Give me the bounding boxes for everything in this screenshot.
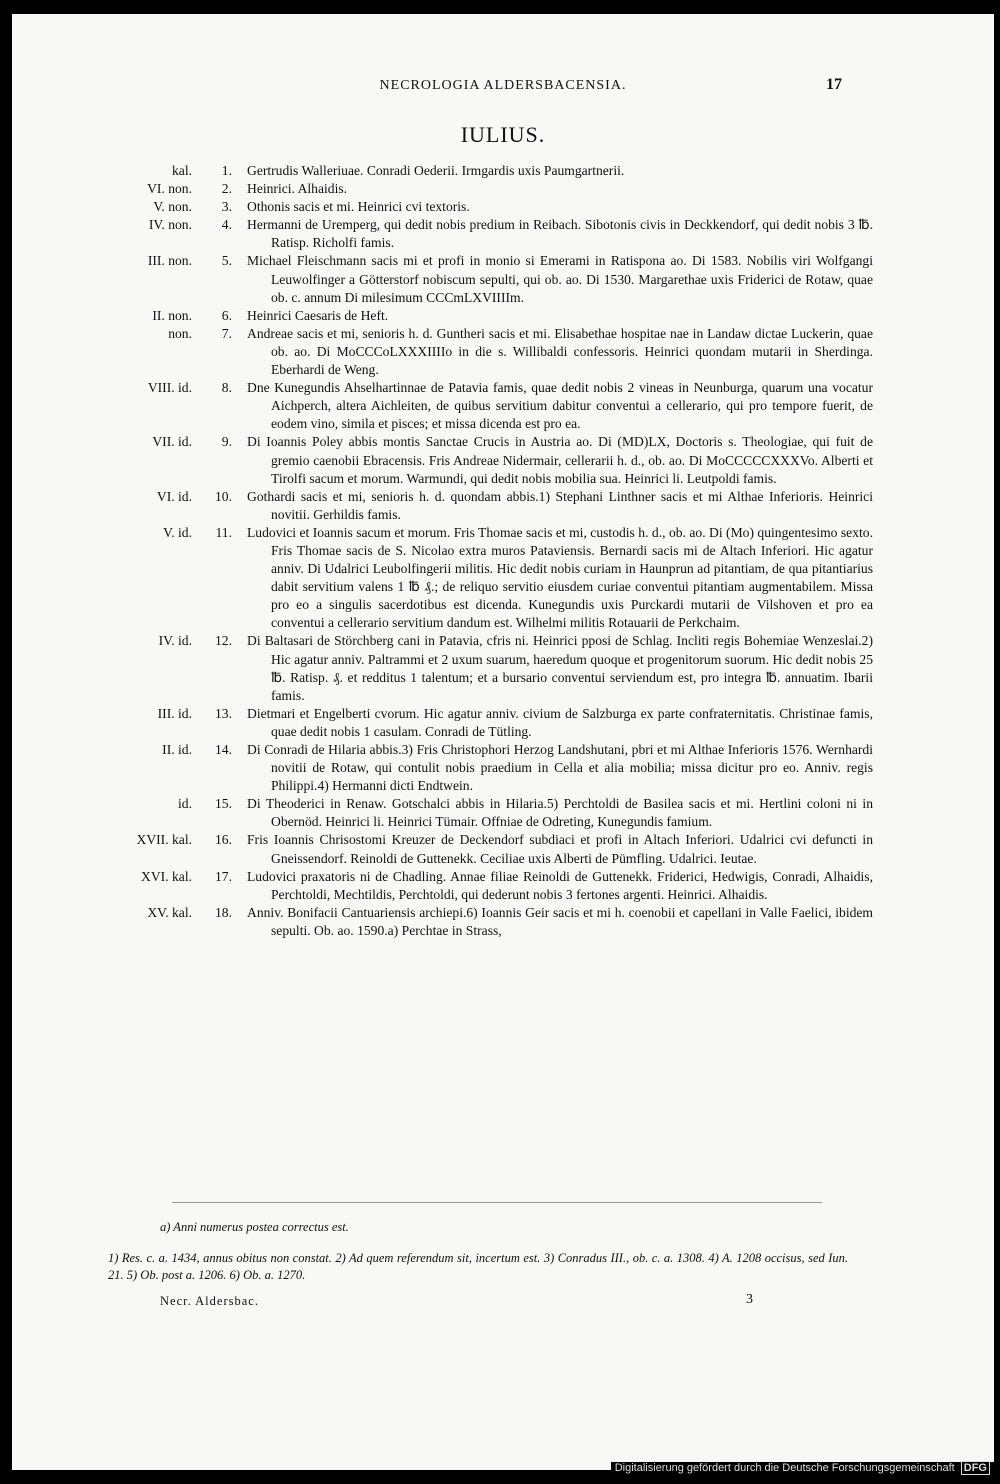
entry-text: Di Theoderici in Renaw. Gotschalci abbis in Hilaria.5) Perchtoldi de Basilea sacis et mi. Hertlini coloni ni in Obernöd. Heinrici li. Heinrici Tümair. Offniae de Odreting, Kunegundis famium. (247, 796, 873, 830)
entry-number: 1. (221, 163, 232, 178)
entry-text: Di Conradi de Hilaria abbis.3) Fris Christophori Herzog Landshutani, pbri et mi Althae Inferioris 1576. Wernhardi novitii de Rotaw, qui contulit nobis praedium in Cella et alia mobilia; missa dicitur pro eo. Anniv. regis Philippi.4) Hermanni dicti Endtwein. (247, 742, 873, 794)
entry-text: Ludovici et Ioannis sacum et morum. Fris Thomae sacis et mi, custodis h. d., ob. ao. Di (Mo) quingentesimo sexto. Fris Thomae sacis de S. Nicolao extra muros Pataviensis. Bernardi sacis mi de Altach Inferiori. Hic agatur anniv. Di Udalrici Leubolfingerii militis. Hic dedit nobis curiam in Haunprun ad pitantiam, de qua pitantiarius dabit servitium valens 1 ℔ ₰.; de reliquo servitio eiusdem curiae conventui pitantiam augmentabilem. Missa pro eo a singulis sacerdotibus est dicenda. Kunegundis uxis Purckardi mutarii de Vilshoven et pro ea conventui a cellerario servitium dandum est. Wilhelmi militis Rotauarii de Perkchaim. (247, 524, 873, 631)
entry-number: 13. (215, 705, 232, 721)
necrology-entry (12, 488, 994, 524)
entry-text: Di Baltasari de Störchberg cani in Patavia, cfris ni. Heinrici pposi de Schlag. Incliti regis Bohemiae Wenzeslai.2) Hic agatur anniv. Paltrammi et 2 uxum suarum, haeredum quoque et progenitorum suorum. Hic dedit nobis 25 ℔. Ratisp. ₰. et redditus 1 talentum; et a bursario conventui serviendum est, pro integra ℔. annuatim. Ibarii famis. (247, 633, 873, 703)
entry-number: 2. (221, 181, 232, 197)
entry-date: III. id. (157, 705, 192, 721)
entry-date: IV. non. (148, 217, 192, 233)
entry-date: VI. non. (147, 181, 192, 197)
necrology-entry (12, 831, 994, 867)
entry-number: 4. (221, 217, 232, 233)
entry-number: 17. (215, 868, 232, 884)
page (12, 14, 994, 1470)
entry-text: Fris Ioannis Chrisostomi Kreuzer de Deckendorf subdiaci et profi in Altach Inferiori. Udalrici cvi defuncti in Gneissendorf. Reinoldi de Guttenekk. Ceciliae uxis Alberti de Pümfling. Udalrici. Ieutae. (247, 832, 873, 866)
entry-number: 15. (215, 796, 232, 812)
signature-mark: Necr. Aldersbac. (160, 1294, 259, 1308)
necrology-entry (12, 795, 994, 831)
entry-text: Dne Kunegundis Ahselhartinnae de Patavia famis, quae dedit nobis 2 vineas in Neunburga, quarum una vocatur Aichperch, altera Aichleiten, de quibus servitium dabitur conventui a cellerario, qui pro tempore fuerit, de eodem vino, simila et pisces; et missa dicenda est pro ea. (247, 380, 873, 432)
month-title: IULIUS. (460, 122, 546, 147)
entry-number: 8. (221, 380, 232, 396)
entry-number: 10. (215, 488, 232, 504)
page-number: 17 (826, 76, 842, 93)
entry-number: 9. (221, 434, 232, 450)
necrology-entry (12, 904, 994, 940)
necrology-entry (12, 632, 994, 704)
entry-text: Heinrici. Alhaidis. (247, 181, 348, 197)
necrology-entry (12, 325, 994, 379)
dfg-notice (611, 1462, 994, 1474)
entry-date: V. non. (153, 199, 192, 215)
entry-text: Andreae sacis et mi, senioris h. d. Guntheri sacis et mi. Elisabethae hospitae nae in Landaw dictae Luckerin, quae ob. ao. Di MoCCCoLXXXIIIIo in die s. Willibaldi confessoris. Heinrici quondam mutarii in Sherdinga. Eberhardi de Weng. (247, 325, 873, 378)
entry-date: III. non. (147, 253, 192, 269)
entry-date: II. non. (152, 307, 192, 323)
entry-date: XVII. kal. (136, 832, 192, 848)
sheet-number: 3 (746, 1292, 753, 1307)
necrology-entry (12, 705, 994, 741)
necrology-entry (12, 180, 994, 198)
entry-date: kal. (171, 163, 192, 178)
necrology-entry (12, 741, 994, 795)
necrology-entry (12, 307, 994, 325)
footnotes-numbered: 1) Res. c. a. 1434, annus obitus non constat. 2) Ad quem referendum sit, incertum est. 3) Conradus III., ob. c. a. 1308. 4) A. 1208 occisus, sed Iun. 21. 5) Ob. post a. 1206. 6) Ob. a. 1270. (108, 1251, 848, 1282)
necrology-entry (12, 216, 994, 252)
entry-number: 6. (221, 307, 232, 323)
footnote-a: a) Anni numerus postea correctus est. (160, 1220, 349, 1234)
necrology-entry (12, 198, 994, 216)
entry-number: 18. (215, 904, 232, 920)
entry-date: XV. kal. (147, 904, 192, 920)
entry-date: VIII. id. (147, 380, 192, 396)
necrology-entries (12, 162, 994, 940)
entry-date: VI. id. (156, 488, 192, 504)
entry-text: Gothardi sacis et mi, senioris h. d. quondam abbis.1) Stephani Linthner sacis et mi Althae Inferioris. Heinrici novitii. Gerhildis famis. (247, 488, 873, 522)
entry-number: 14. (215, 742, 232, 757)
necrology-entry (12, 524, 994, 633)
entry-date: non. (168, 325, 192, 341)
entry-text: Di Ioannis Poley abbis montis Sanctae Crucis in Austria ao. Di (MD)LX, Doctoris s. Theologiae, qui fuit de gremio caenobii Ebracensis. Fris Andreae Nidermair, cellerarii h. d., ob. ao. Di MoCCCCCXXXVo. Alberti et Tirolfi sacum et morum. Warmundi, qui dedit nobis mobilia sua. Heinrici li. Leutpoldi famis. (247, 434, 873, 486)
entry-date: id. (178, 796, 192, 812)
entry-number: 12. (215, 633, 232, 649)
entry-date: IV. id. (158, 633, 192, 649)
entry-text: Ludovici praxatoris ni de Chadling. Annae filiae Reinoldi de Guttenekk. Friderici, Hedwigis, Conradi, Alhaidis, Perchtoldi, Mechtildis, Perchtoldi, qui dederunt nobis 3 fertones argenti. Heinrici. Alhaidis. (247, 868, 873, 902)
entry-date: V. id. (163, 524, 192, 540)
entry-number: 3. (221, 199, 232, 215)
footnote-rule (172, 1202, 822, 1203)
entry-number: 11. (215, 524, 232, 540)
necrology-entry (12, 162, 994, 180)
necrology-entry (12, 868, 994, 904)
entry-number: 5. (221, 253, 232, 269)
necrology-entry (12, 379, 994, 433)
entry-text: Heinrici Caesaris de Heft. (247, 307, 389, 323)
entry-date: VII. id. (152, 434, 192, 450)
entry-text: Dietmari et Engelberti cvorum. Hic agatur anniv. civium de Salzburga ex parte confraternitatis. Christinae famis, quae dedit nobis 1 casulam. Conradi de Tütling. (247, 705, 873, 739)
entry-number: 7. (221, 325, 232, 341)
entry-text: Michael Fleischmann sacis mi et profi in monio si Emerami in Ratispona ao. Di 1583. Nobilis viri Wolfgangi Leuwolfinger a Götterstorf nobiscum sepulti, qui ob. ao. Di 1530. Margarethae uxis Friderici de Rotaw, quae ob. c. annum Di milesimum CCCmLXVIIIIm. (247, 253, 873, 305)
dfg-notice-text: Digitalisierung gefördert durch die Deutsche Forschungsgemeinschaft (614, 1462, 955, 1474)
necrology-entry (12, 252, 994, 306)
entry-text: Gertrudis Walleriuae. Conradi Oederii. Irmgardis uxis Paumgartnerii. (247, 163, 625, 178)
running-title: NECROLOGIA ALDERSBACENSIA. (379, 78, 627, 93)
dfg-logo-icon: DFG (961, 1461, 990, 1475)
entry-text: Anniv. Bonifacii Cantuariensis archiepi.6) Ioannis Geir sacis et mi h. coenobii et capellani in Valle Faelici, ibidem sepulti. Ob. ao. 1590.a) Perchtae in Strass, (247, 904, 873, 938)
entry-text: Othonis sacis et mi. Heinrici cvi textoris. (247, 199, 470, 215)
entry-date: II. id. (162, 742, 192, 757)
entry-text: Hermanni de Uremperg, qui dedit nobis predium in Reibach. Sibotonis civis in Deckkendorf, qui dedit nobis 3 ℔. Ratisp. Richolfi famis. (247, 217, 873, 251)
necrology-entry (12, 433, 994, 487)
entry-date: XVI. kal. (141, 868, 192, 884)
entry-number: 16. (215, 832, 232, 848)
